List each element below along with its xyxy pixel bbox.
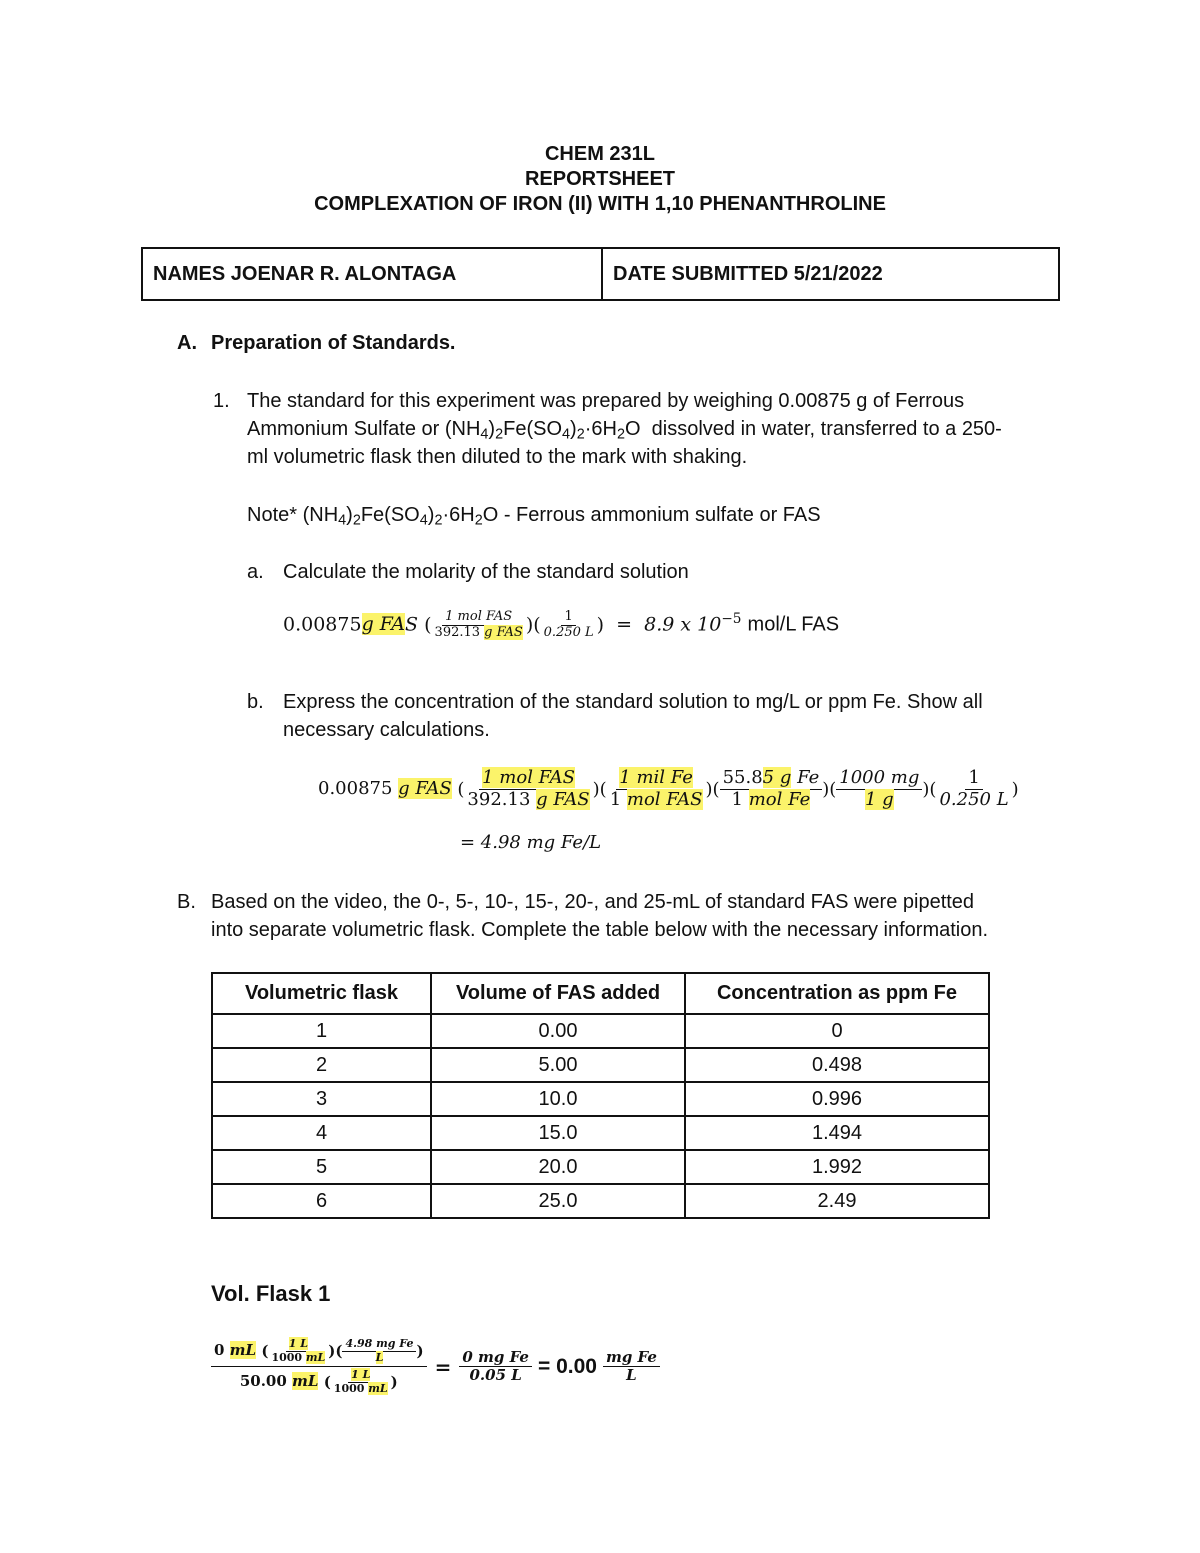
- eq-b-fraction-1: $\frac{\text{1 mol FAS}}{\text{392.13 g FAS}}$: [467, 767, 590, 810]
- cell-volume: 0.00: [431, 1014, 685, 1048]
- eq-a-result-unit: mol/L FAS: [747, 613, 840, 636]
- header-volume-fas: Volume of FAS added: [431, 973, 685, 1014]
- item-1-line-2: Ammonium Sulfate or $(NH_4)_2Fe(SO_4)_2\cdot 6H_2O$ dissolved in water, transferred to a 250-: [247, 418, 1002, 443]
- sub-b-question-line-1: Express the concentration of the standard solution to mg/L or ppm Fe. Show all: [283, 691, 983, 713]
- cell-flask: 5: [212, 1150, 431, 1184]
- course-code: CHEM 231L: [544, 143, 656, 165]
- cell-concentration: 1.494: [685, 1116, 989, 1150]
- item-1-line-3: ml volumetric flask then diluted to the mark with shaking.: [247, 446, 748, 468]
- eq-a-result: 8.9 x 10: [644, 613, 722, 636]
- eq-b-fraction-5: $\frac{1}{0.250 L}$: [939, 767, 1009, 810]
- document-type: REPORTSHEET: [524, 168, 676, 190]
- eq-a-fraction-1: $\frac{\text{1 mol FAS}}{\text{392.13 g FAS}}$: [434, 609, 523, 640]
- molarity-equation: 0.00875g FAS ( $\frac{\text{1 mol FAS}}{\text{392.13 g FAS}}$ )( $\frac{1}{0.250 L}$ ) = 8.9 x $10^{-5}$ mol/L FAS: [283, 609, 840, 640]
- flask-1-middle-fraction: $\frac{\text{0 mg Fe}}{0.05 L}$: [459, 1349, 532, 1385]
- cell-flask: 4: [212, 1116, 431, 1150]
- section-b-label: B.: [177, 891, 196, 913]
- section-b-line-1: Based on the video, the 0-, 5-, 10-, 15-, 20-, and 25-mL of standard FAS were pipetted: [211, 891, 975, 913]
- cell-concentration: 2.49: [685, 1184, 989, 1218]
- names-cell: NAMES JOENAR R. ALONTAGA: [142, 248, 602, 300]
- table-row: [212, 1184, 989, 1218]
- eq-a-fraction-2: $\frac{1}{0.250 L}$: [543, 609, 594, 640]
- vol-flask-1-equation: 0 mL ( $\frac{1 L}{1000 mL}$ )( $\frac{\text{4.98 mg Fe}}{L}$ ) 50.00 mL ( $\frac{1 L}{1000 mL}$ ) = $\frac{\text{0 mg Fe}}{0.05 L}$ = 0.00 $\frac{\text{mg Fe}}{L}$: [211, 1338, 660, 1396]
- section-a-label: A.: [177, 332, 197, 354]
- eq-b-fraction-4: $\frac{1000 mg}{1 g}$: [836, 768, 922, 810]
- report-title: COMPLEXATION OF IRON (II) WITH 1,10 PHENANTHROLINE: [314, 193, 886, 215]
- eq-a-mass: 0.00875: [283, 613, 362, 636]
- flask-1-result: = 0.00: [537, 1354, 597, 1378]
- table-row: [212, 1048, 989, 1082]
- item-1-number: 1.: [213, 390, 230, 412]
- flask-1-result-unit: $\frac{\text{mg Fe}}{L}$: [603, 1349, 660, 1385]
- sub-b-question-line-2: necessary calculations.: [283, 719, 490, 741]
- flask-1-main-fraction: 0 mL ( $\frac{1 L}{1000 mL}$ )( $\frac{\text{4.98 mg Fe}}{L}$ ) 50.00 mL ( $\frac{1 L}{1000 mL}$ ): [211, 1338, 427, 1396]
- cell-volume: 20.0: [431, 1150, 685, 1184]
- sub-b-label: b.: [247, 691, 264, 713]
- ppm-result: = 4.98 mg Fe/L: [460, 832, 602, 853]
- eq-b-fraction-3: $\frac{\text{55.85 g Fe}}{\text{1 mol Fe}}$: [720, 768, 823, 810]
- cell-volume: 10.0: [431, 1082, 685, 1116]
- section-b-line-2: into separate volumetric flask. Complete the table below with the necessary information.: [211, 919, 989, 941]
- cell-flask: 1: [212, 1014, 431, 1048]
- table-row: [212, 1014, 989, 1048]
- section-a-heading: Preparation of Standards.: [211, 332, 456, 354]
- table-row: [212, 1116, 989, 1150]
- cell-volume: 25.0: [431, 1184, 685, 1218]
- table-row: [212, 1082, 989, 1116]
- fas-note: Note* $(NH_4)_2Fe(SO_4)_2\cdot 6H_2O$ - Ferrous ammonium sulfate or FAS: [247, 504, 821, 529]
- cell-concentration: 0.996: [685, 1082, 989, 1116]
- cell-flask: 2: [212, 1048, 431, 1082]
- item-1-line-1: The standard for this experiment was prepared by weighing 0.00875 g of Ferrous: [247, 390, 965, 412]
- sub-a-label: a.: [247, 561, 264, 583]
- eq-a-gram-unit: g FA: [361, 613, 406, 636]
- cell-flask: 6: [212, 1184, 431, 1218]
- header-volumetric-flask: Volumetric flask: [212, 973, 431, 1014]
- cell-concentration: 0.498: [685, 1048, 989, 1082]
- sub-a-question: Calculate the molarity of the standard solution: [283, 561, 689, 583]
- table-row: [212, 1150, 989, 1184]
- ppm-equation: 0.00875 g FAS ( $\frac{\text{1 mol FAS}}{\text{392.13 g FAS}}$ )( $\frac{\text{1 mil Fe}}{\text{1 mol FAS}}$ )( $\frac{\text{55.85 g Fe}}{\text{1 mol Fe}}$ )( $\frac{1000 mg}{1 g}$ )( $\frac{1}{0.250 L}$ ): [318, 767, 1019, 810]
- cell-concentration: 0: [685, 1014, 989, 1048]
- table-header-row: [212, 973, 989, 1014]
- cell-concentration: 1.992: [685, 1150, 989, 1184]
- standards-table: [211, 972, 990, 1219]
- cell-flask: 3: [212, 1082, 431, 1116]
- header-concentration: Concentration as ppm Fe: [685, 973, 989, 1014]
- date-submitted-cell: DATE SUBMITTED 5/21/2022: [602, 248, 1059, 300]
- cell-volume: 15.0: [431, 1116, 685, 1150]
- cell-volume: 5.00: [431, 1048, 685, 1082]
- eq-b-fraction-2: $\frac{\text{1 mil Fe}}{\text{1 mol FAS}}$: [609, 767, 703, 810]
- student-info-table: [141, 247, 1060, 301]
- vol-flask-1-heading: Vol. Flask 1: [211, 1281, 331, 1306]
